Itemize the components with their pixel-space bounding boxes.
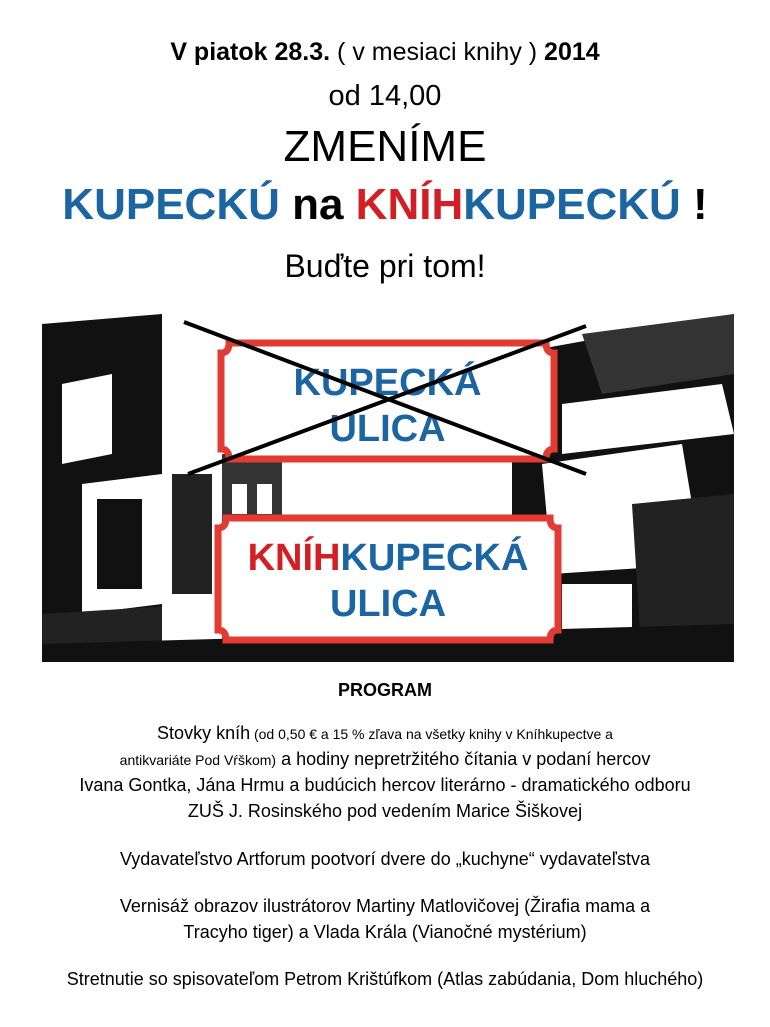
event-time: od 14,00 [328,80,442,112]
program-title: PROGRAM [338,680,432,700]
new-sign-prefix: KNÍH [247,537,341,579]
books-discount: (od 0,50 € a 15 % zľava na všetky knihy v Kníhkupectve a [250,726,613,742]
old-sign-line2: ULICA [329,408,446,450]
date: V piatok 28.3. [170,38,331,66]
new-prefix: KNÍH [355,180,464,229]
new-sign-line1 [212,536,564,580]
books-shop: antikvariáte Pod Vŕškom) [119,752,277,768]
connector: na [279,180,356,229]
new-suffix: KUPECKÚ [463,180,681,229]
program-item-books-line1 [0,720,770,747]
program-item-author-meeting: Stretnutie so spisovateľom Petrom Krištúfkom (Atlas zabúdania, Dom hluchého) [66,969,704,989]
program-item-vernissage-line2: Tracyho tiger) a Vlada Krála (Vianočné mystérium) [183,922,587,942]
program-item-books-line3: Ivana Gontka, Jána Hrmu a budúcich hercov literárno - dramatického odboru [79,775,691,795]
new-sign-line2: ULICA [329,583,447,625]
program-item-books-line4: ZUŠ J. Rosinského pod vedením Marice Šiškovej [187,801,583,821]
invitation: Buďte pri tom! [284,248,486,284]
headline-street [0,180,770,230]
exclamation: ! [680,180,708,229]
year: 2014 [544,38,600,66]
headline-change: ZMENÍME [283,122,487,171]
reading-marathon: a hodiny nepretržitého čítania v podaní hercov [276,749,651,769]
program-item-vernissage-line1: Vernisáž obrazov ilustrátorov Martiny Matlovičovej (Žirafia mama a [119,896,651,916]
program-item-publisher: Vydavateľstvo Artforum pootvorí dvere do „kuchyne“ vydavateľstva [119,849,651,869]
books-highlight: Stovky kníh [157,723,251,743]
new-sign-suffix: KUPECKÁ [340,537,529,579]
old-sign-line1: KUPECKÁ [293,362,482,404]
new-street-sign [212,510,564,648]
cross-out-mark [180,318,590,478]
program-item-books-line2 [0,746,770,773]
month-note: ( v mesiaci knihy ) [330,38,545,66]
old-name: KUPECKÚ [62,180,280,229]
event-date-line [0,38,770,67]
